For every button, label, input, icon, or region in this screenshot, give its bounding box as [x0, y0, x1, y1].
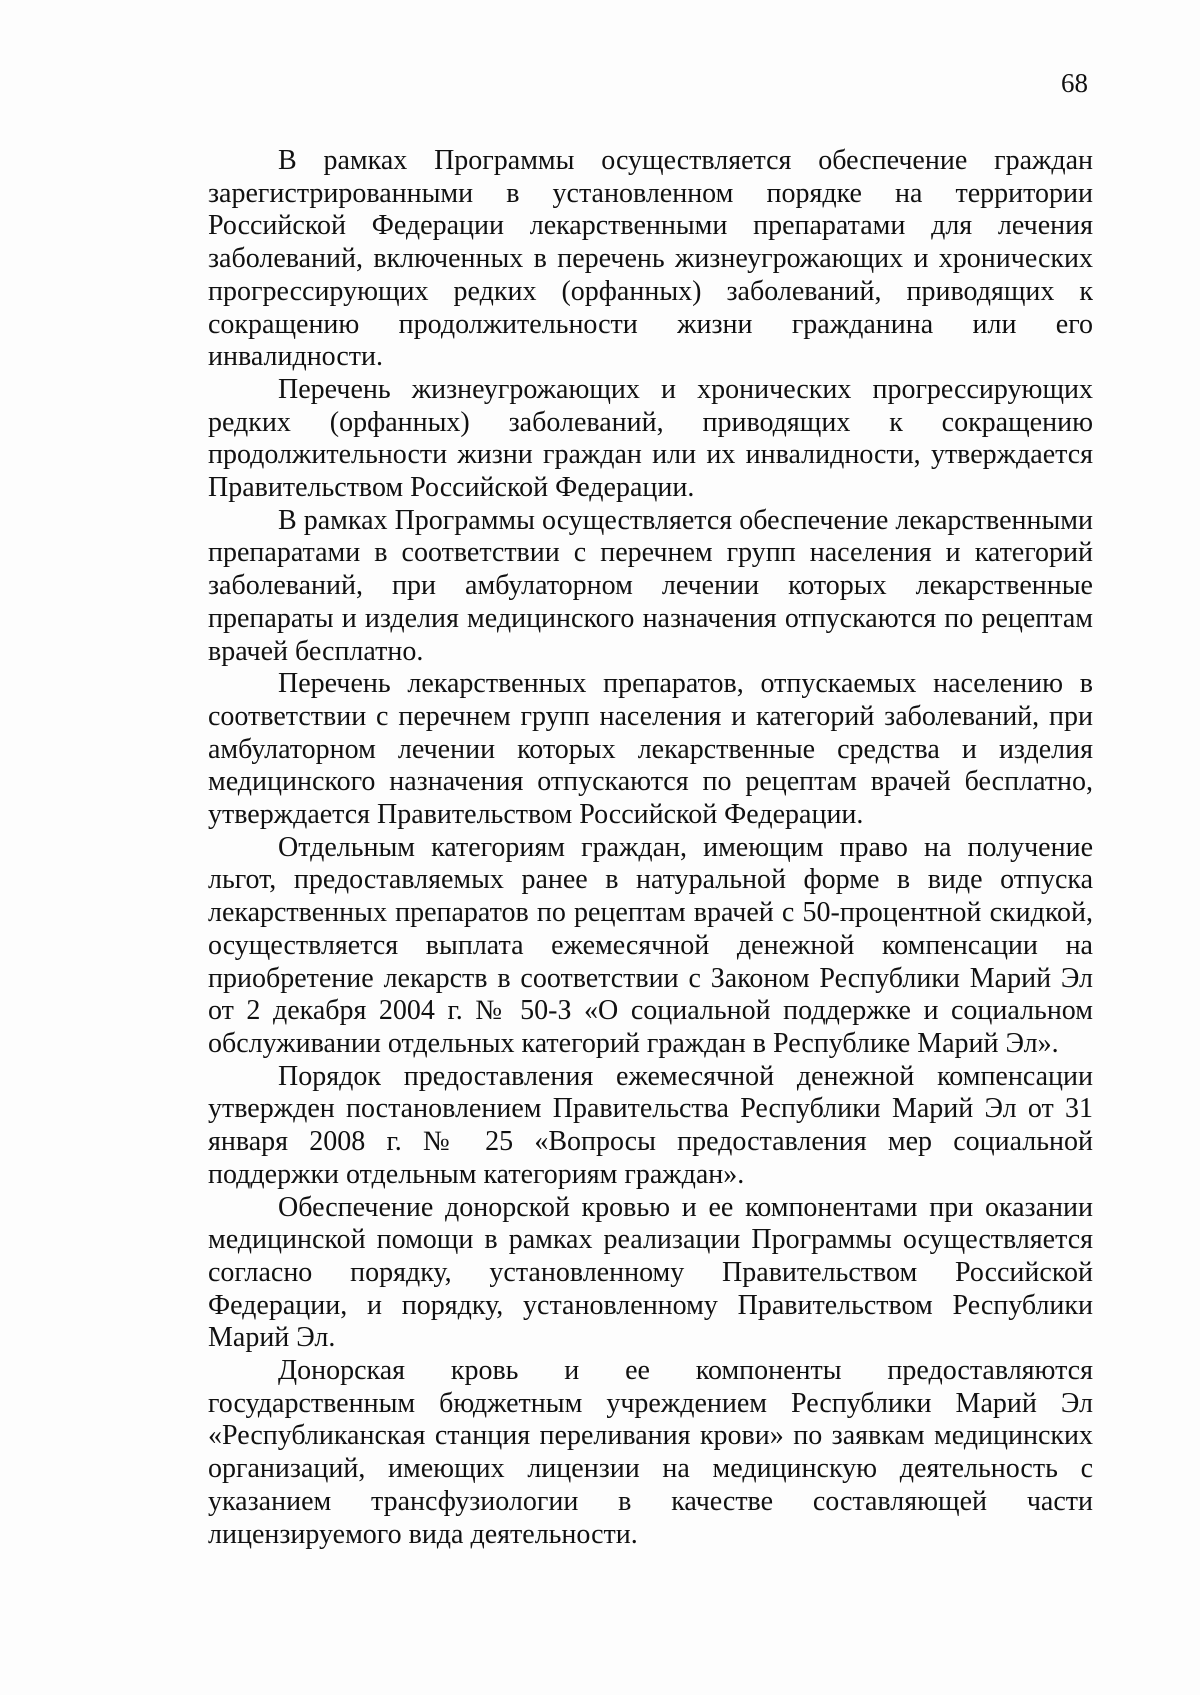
- paragraph-orphan-disease-drug-provision: В рамках Программы осуществляется обеспечение граждан зарегистрированными в установленном порядке на территории Российской Федерации лекарственными препаратами для лечения заболеваний, включенных в перечень жизнеугрожающих и хронических прогрессирующих редких (орфанных) заболеваний, приводящих к сокращению продолжительности жизни гражданина или его инвалидности.: [208, 145, 1093, 373]
- paragraph-orphan-disease-list-approval: Перечень жизнеугрожающих и хронических прогрессирующих редких (орфанных) заболеваний, приводящих к сокращению продолжительности жизни граждан или их инвалидности, утверждается Правительством Российской Федерации.: [208, 373, 1093, 504]
- paragraph-donor-blood-provision: Обеспечение донорской кровью и ее компонентами при оказании медицинской помощи в рамках реализации Программы осуществляется согласно порядку, установленному Правительством Российской Федерации, и порядку, установленному Правительством Республики Марий Эл.: [208, 1191, 1093, 1354]
- paragraph-blood-transfusion-station: Донорская кровь и ее компоненты предоставляются государственным бюджетным учреждением Республики Марий Эл «Республиканская станция переливания крови» по заявкам медицинских организаций, имеющих лицензии на медицинскую деятельность с указанием трансфузиологии в качестве составляющей части лицензируемого вида деятельности.: [208, 1355, 1093, 1550]
- paragraph-monthly-cash-compensation: Отдельным категориям граждан, имеющим право на получение льгот, предоставляемых ранее в натуральной форме в виде отпуска лекарственных препаратов по рецептам врачей с 50-процентной скидкой, осуществляется выплата ежемесячной денежной компенсации на приобретение лекарств в соответствии с Законом Республики Марий Эл от 2 декабря 2004 г. № 50-З «О социальной поддержке и социальном обслуживании отдельных категорий граждан в Республике Марий Эл».: [208, 831, 1093, 1059]
- paragraph-free-drug-list-approval: Перечень лекарственных препаратов, отпускаемых населению в соответствии с перечнем групп населения и категорий заболеваний, при амбулаторном лечении которых лекарственные средства и изделия медицинского назначения отпускаются по рецептам врачей бесплатно, утверждается Правительством Российской Федерации.: [208, 668, 1093, 831]
- paragraph-free-prescription-provision: В рамках Программы осуществляется обеспечение лекарственными препаратами в соответствии с перечнем групп населения и категорий заболеваний, при амбулаторном лечении которых лекарственные препараты и изделия медицинского назначения отпускаются по рецептам врачей бесплатно.: [208, 504, 1093, 667]
- paragraph-compensation-procedure: Порядок предоставления ежемесячной денежной компенсации утвержден постановлением Правительства Республики Марий Эл от 31 января 2008 г. № 25 «Вопросы предоставления мер социальной поддержки отдельным категориям граждан».: [208, 1060, 1093, 1190]
- page-number: 68: [1061, 68, 1088, 98]
- document-body: [208, 145, 1093, 1551]
